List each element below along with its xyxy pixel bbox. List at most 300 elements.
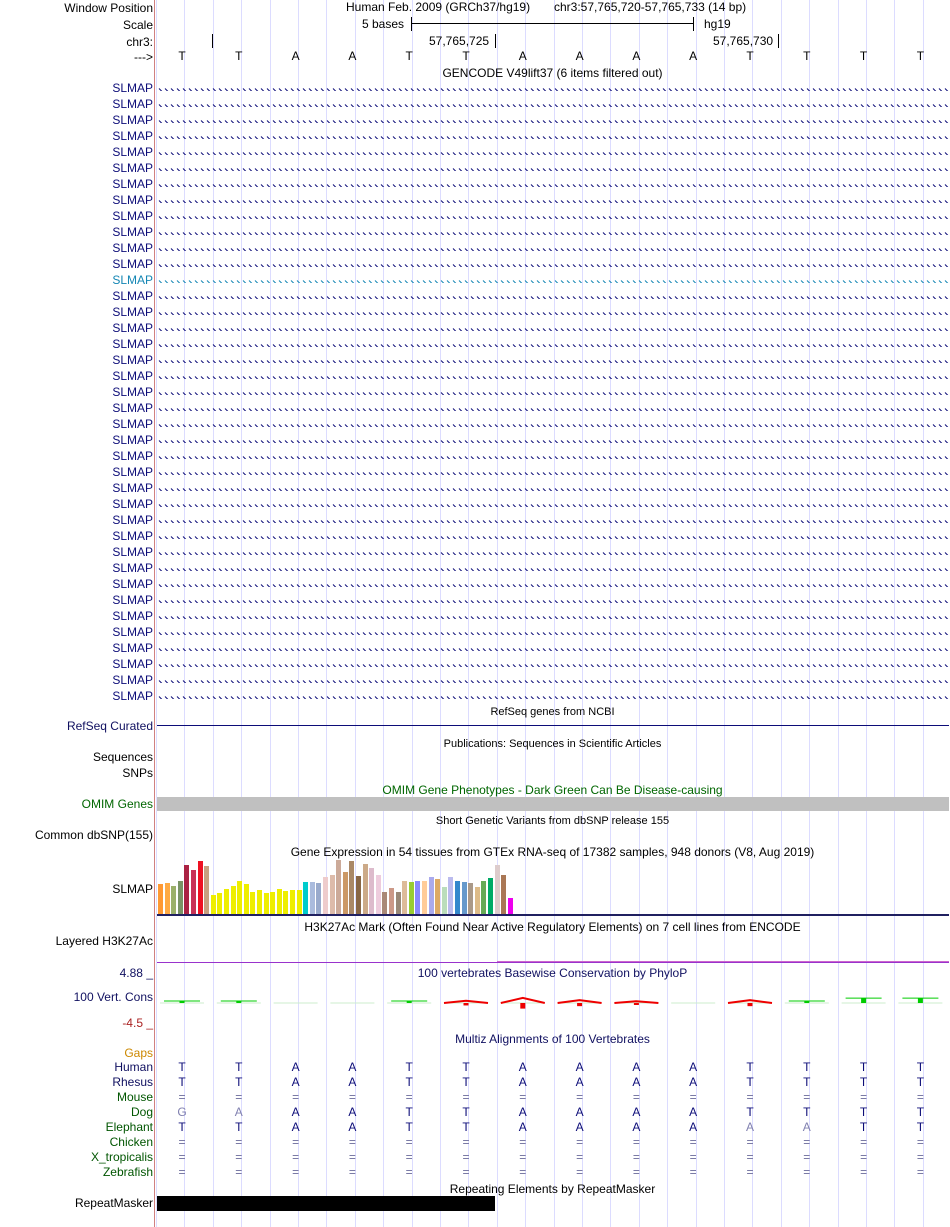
base-cell: = (803, 1135, 811, 1149)
gencode-row-label[interactable]: SLMAP (112, 241, 153, 255)
gencode-row-label[interactable]: SLMAP (112, 305, 153, 319)
gencode-row-label[interactable]: SLMAP (112, 401, 153, 415)
base-cell: = (348, 1165, 356, 1179)
base-cell: A (632, 1120, 641, 1134)
repeatmasker-element[interactable] (157, 1196, 495, 1211)
base-cell: = (405, 1150, 413, 1164)
gencode-transcript[interactable] (157, 388, 949, 395)
gencode-row-label[interactable]: SLMAP (112, 561, 153, 575)
gtex-tissue-bar[interactable] (369, 868, 374, 914)
base-cell: = (292, 1135, 300, 1149)
gtex-tissue-bar[interactable] (435, 879, 440, 914)
multiz-species-label[interactable]: Rhesus (112, 1075, 153, 1089)
base-cell: T (462, 49, 470, 63)
base-cell: T (803, 1075, 811, 1089)
gencode-row-label[interactable]: SLMAP (112, 113, 153, 127)
gencode-row-label[interactable]: SLMAP (112, 417, 153, 431)
base-cell: = (292, 1090, 300, 1104)
gtex-tissue-bar[interactable] (297, 890, 302, 914)
base-cell: A (689, 1120, 698, 1134)
gencode-transcript[interactable] (157, 356, 949, 363)
gtex-tissue-bar[interactable] (442, 887, 447, 914)
base-cell: = (576, 1135, 584, 1149)
gtex-tissue-bar[interactable] (495, 865, 500, 914)
base-cell: A (575, 1120, 584, 1134)
base-cell: = (235, 1090, 243, 1104)
gencode-row-label[interactable]: SLMAP (112, 193, 153, 207)
ruler-tick-1 (212, 34, 213, 48)
phylop-bar[interactable] (748, 1003, 753, 1006)
gtex-tissue-bar[interactable] (171, 886, 176, 914)
gtex-tissue-bar[interactable] (382, 892, 387, 914)
gtex-tissue-bar[interactable] (336, 860, 341, 914)
gtex-tissue-bar[interactable] (389, 888, 394, 914)
gtex-tissue-bar[interactable] (198, 861, 203, 914)
base-cell: = (235, 1135, 243, 1149)
base-cell: A (291, 1105, 300, 1119)
base-cell: T (746, 1060, 754, 1074)
gencode-transcript[interactable] (157, 148, 949, 155)
base-cell: = (860, 1090, 868, 1104)
base-cell: T (235, 49, 243, 63)
phylop-bar[interactable] (407, 1001, 412, 1003)
gencode-row-label[interactable]: SLMAP (112, 177, 153, 191)
base-cell: A (689, 49, 698, 63)
phylop-bar[interactable] (180, 1001, 185, 1003)
base-cell: = (746, 1150, 754, 1164)
base-cell: A (518, 49, 527, 63)
gtex-tissue-bar[interactable] (310, 882, 315, 914)
gencode-row-label[interactable]: SLMAP (112, 353, 153, 367)
ruler-tick-2 (495, 34, 496, 48)
multiz-species-label[interactable]: Human (114, 1060, 153, 1074)
gencode-row-label[interactable]: SLMAP (112, 337, 153, 351)
gencode-transcript[interactable] (157, 196, 949, 203)
h3k27ac-signal[interactable] (157, 962, 949, 963)
base-cell: A (291, 49, 300, 63)
base-cell: T (405, 49, 413, 63)
base-cell: A (518, 1120, 527, 1134)
base-cell: A (575, 1060, 584, 1074)
base-cell: = (632, 1090, 640, 1104)
gencode-transcript[interactable] (157, 404, 949, 411)
gencode-row-label[interactable]: SLMAP (112, 209, 153, 223)
base-cell: T (462, 1060, 470, 1074)
gencode-transcript[interactable] (157, 452, 949, 459)
base-cell: T (859, 1075, 868, 1089)
gencode-transcript[interactable] (157, 180, 949, 187)
base-cell: = (689, 1165, 697, 1179)
multiz-species-label[interactable]: Dog (130, 1105, 153, 1119)
gtex-tissue-bar[interactable] (356, 876, 361, 914)
scale-db: hg19 (704, 17, 731, 31)
gtex-tissue-bar[interactable] (429, 877, 434, 914)
gencode-row-label[interactable]: SLMAP (112, 593, 153, 607)
dbsnp-title: Short Genetic Variants from dbSNP release 155 (435, 815, 670, 827)
gencode-row-label[interactable]: SLMAP (112, 673, 153, 687)
base-cell: T (746, 49, 754, 63)
base-cell: = (235, 1150, 243, 1164)
base-cell: A (348, 1075, 357, 1089)
h3k27ac-label[interactable]: Layered H3K27Ac (55, 934, 153, 948)
base-cell: A (291, 1060, 300, 1074)
gtex-bar-chart[interactable] (157, 860, 949, 914)
phylop-dip (501, 998, 545, 1003)
gencode-row-label[interactable]: SLMAP (112, 161, 153, 175)
base-cell: = (235, 1165, 243, 1179)
gencode-row-label[interactable]: SLMAP (112, 81, 153, 95)
base-cell: T (235, 1120, 243, 1134)
base-cell: = (519, 1135, 527, 1149)
gtex-tissue-bar[interactable] (158, 884, 163, 914)
base-cell: A (632, 1105, 641, 1119)
base-cell: T (405, 1060, 413, 1074)
base-cell: T (803, 49, 811, 63)
multiz-title: Multiz Alignments of 100 Vertebrates (455, 1032, 650, 1046)
gencode-row-label[interactable]: SLMAP (112, 625, 153, 639)
base-cell: = (916, 1165, 924, 1179)
gtex-tissue-bar[interactable] (204, 866, 209, 914)
base-cell: T (178, 1075, 186, 1089)
gencode-row-label[interactable]: SLMAP (112, 513, 153, 527)
base-cell: T (235, 1075, 243, 1089)
gtex-tissue-bar[interactable] (217, 893, 222, 914)
gtex-tissue-bar[interactable] (165, 883, 170, 914)
gencode-row-label[interactable]: SLMAP (112, 385, 153, 399)
refseq-title: RefSeq genes from NCBI (490, 706, 615, 718)
base-cell: T (462, 1105, 470, 1119)
base-cell: = (860, 1150, 868, 1164)
scale-label: Scale (122, 18, 153, 32)
gencode-transcript[interactable] (157, 516, 949, 523)
base-cell: = (803, 1090, 811, 1104)
base-cell: T (859, 49, 868, 63)
refseq-gene-line[interactable] (157, 725, 949, 726)
base-cell: = (178, 1150, 186, 1164)
gtex-tissue-bar[interactable] (343, 872, 348, 914)
phylop-label[interactable]: 100 Vert. Cons (73, 990, 153, 1004)
phylop-bar[interactable] (464, 1003, 469, 1005)
gencode-transcript[interactable] (157, 212, 949, 219)
gencode-row-label[interactable]: SLMAP (112, 689, 153, 703)
gtex-tissue-bar[interactable] (462, 882, 467, 914)
scale-bases: 5 bases (362, 17, 405, 31)
gencode-transcript[interactable] (157, 500, 949, 507)
base-cell: T (916, 1060, 925, 1074)
gtex-tissue-bar[interactable] (264, 893, 269, 914)
gencode-row-label[interactable]: SLMAP (112, 257, 153, 271)
base-cell: = (405, 1090, 413, 1104)
gtex-baseline (157, 914, 949, 916)
gencode-row-label[interactable]: SLMAP (112, 657, 153, 671)
base-cell: T (235, 1060, 243, 1074)
base-cell: = (462, 1090, 470, 1104)
gencode-row-label[interactable]: SLMAP (112, 129, 153, 143)
gtex-tissue-bar[interactable] (488, 878, 493, 914)
base-cell: A (518, 1060, 527, 1074)
base-cell: A (348, 1105, 357, 1119)
gtex-tissue-bar[interactable] (455, 881, 460, 914)
base-cell: = (803, 1165, 811, 1179)
gtex-tissue-bar[interactable] (508, 898, 513, 914)
base-cell: = (462, 1165, 470, 1179)
gtex-label[interactable]: SLMAP (112, 882, 153, 896)
gtex-tissue-bar[interactable] (316, 883, 321, 914)
base-cell: = (178, 1090, 186, 1104)
base-cell: T (859, 1105, 868, 1119)
gtex-tissue-bar[interactable] (283, 891, 288, 914)
base-cell: = (860, 1165, 868, 1179)
omim-title: OMIM Gene Phenotypes - Dark Green Can Be Disease-causing (382, 783, 723, 797)
gencode-transcript[interactable] (157, 564, 949, 571)
gencode-title: GENCODE V49lift37 (6 items filtered out) (442, 66, 663, 80)
gencode-transcript[interactable] (157, 676, 949, 683)
base-cell: A (745, 1120, 754, 1134)
gencode-transcript[interactable] (157, 692, 949, 699)
gencode-row-label[interactable]: SLMAP (112, 145, 153, 159)
gtex-tissue-bar[interactable] (448, 877, 453, 914)
phylop-bar[interactable] (520, 1003, 525, 1009)
base-cell: T (916, 1120, 925, 1134)
base-cell: = (576, 1165, 584, 1179)
base-cell: T (462, 1075, 470, 1089)
base-cell: = (632, 1150, 640, 1164)
phylop-bar[interactable] (918, 998, 923, 1003)
gencode-transcript[interactable] (157, 484, 949, 491)
multiz-species-label[interactable]: Mouse (116, 1090, 153, 1104)
gencode-transcript[interactable] (157, 372, 949, 379)
gtex-tissue-bar[interactable] (330, 875, 335, 914)
base-cell: T (178, 1120, 186, 1134)
base-cell: T (178, 1060, 186, 1074)
gencode-row-label[interactable]: SLMAP (112, 97, 153, 111)
gencode-row-label[interactable]: SLMAP (112, 545, 153, 559)
base-cell: = (519, 1165, 527, 1179)
dbsnp-label[interactable]: Common dbSNP(155) (34, 828, 153, 842)
base-cell: A (632, 49, 641, 63)
gencode-transcript[interactable] (157, 244, 949, 251)
gtex-tissue-bar[interactable] (303, 882, 308, 914)
base-cell: T (859, 1060, 868, 1074)
multiz-species-label[interactable]: Elephant (105, 1120, 153, 1134)
gtex-tissue-bar[interactable] (250, 892, 255, 914)
gencode-transcript[interactable] (157, 532, 949, 539)
gtex-tissue-bar[interactable] (270, 892, 275, 914)
base-cell: = (916, 1150, 924, 1164)
gtex-tissue-bar[interactable] (415, 881, 420, 914)
gencode-transcript[interactable] (157, 596, 949, 603)
h3k27ac-title: H3K27Ac Mark (Often Found Near Active Regulatory Elements) on 7 cell lines from ENCODE (304, 920, 801, 934)
base-cell: = (519, 1150, 527, 1164)
gtex-tissue-bar[interactable] (501, 875, 506, 914)
omim-feature[interactable] (157, 797, 949, 811)
base-cell: = (916, 1135, 924, 1149)
gtex-tissue-bar[interactable] (475, 887, 480, 914)
base-cell: = (292, 1150, 300, 1164)
gtex-tissue-bar[interactable] (481, 881, 486, 914)
gtex-tissue-bar[interactable] (237, 881, 242, 914)
base-cell: A (575, 1105, 584, 1119)
gencode-transcript[interactable] (157, 580, 949, 587)
gtex-tissue-bar[interactable] (244, 884, 249, 914)
phylop-bar[interactable] (634, 1003, 639, 1005)
window-position-label: Window Position (64, 1, 153, 15)
base-cell: = (632, 1165, 640, 1179)
gencode-transcript[interactable] (157, 468, 949, 475)
gencode-transcript[interactable] (157, 276, 949, 283)
base-cell: = (348, 1090, 356, 1104)
base-cell: A (518, 1075, 527, 1089)
base-cell: A (575, 49, 584, 63)
base-cell: = (746, 1090, 754, 1104)
base-cell: T (803, 1105, 811, 1119)
gtex-tissue-bar[interactable] (224, 889, 229, 914)
multiz-species-label[interactable]: X_tropicalis (90, 1150, 153, 1164)
gencode-row-label[interactable]: SLMAP (112, 369, 153, 383)
base-cell: T (405, 1075, 413, 1089)
gtex-tissue-bar[interactable] (231, 886, 236, 914)
gencode-transcript[interactable] (157, 308, 949, 315)
gtex-tissue-bar[interactable] (409, 882, 414, 914)
gencode-transcript[interactable] (157, 628, 949, 635)
base-cell: A (802, 1120, 811, 1134)
gencode-row-label[interactable]: SLMAP (112, 273, 153, 287)
gencode-transcript[interactable] (157, 612, 949, 619)
gencode-transcript[interactable] (157, 132, 949, 139)
strand-label: ---> (134, 50, 153, 64)
base-cell: = (689, 1150, 697, 1164)
gencode-transcript[interactable] (157, 324, 949, 331)
gencode-row-label[interactable]: SLMAP (112, 321, 153, 335)
gtex-tissue-bar[interactable] (376, 875, 381, 914)
base-cell: A (348, 1120, 357, 1134)
gtex-tissue-bar[interactable] (396, 892, 401, 914)
gencode-row-label[interactable]: SLMAP (112, 481, 153, 495)
base-cell: T (405, 1105, 413, 1119)
pubs-label-line2[interactable]: SNPs (122, 766, 153, 780)
phylop-graph[interactable] (155, 990, 950, 1020)
scale-bar (411, 17, 694, 31)
base-cell: A (234, 1105, 243, 1119)
base-cell: = (462, 1150, 470, 1164)
repeatmasker-label[interactable]: RepeatMasker (74, 1196, 153, 1210)
gencode-transcript[interactable] (157, 436, 949, 443)
gtex-tissue-bar[interactable] (290, 890, 295, 914)
gencode-transcript[interactable] (157, 84, 949, 91)
gtex-tissue-bar[interactable] (349, 861, 354, 914)
base-cell: = (916, 1090, 924, 1104)
base-cell: T (859, 1120, 868, 1134)
gtex-tissue-bar[interactable] (211, 895, 216, 914)
gencode-transcript[interactable] (157, 100, 949, 107)
base-cell: A (632, 1075, 641, 1089)
gencode-row-label[interactable]: SLMAP (112, 449, 153, 463)
gencode-row-label[interactable]: SLMAP (112, 465, 153, 479)
gencode-transcript[interactable] (157, 660, 949, 667)
base-cell: = (348, 1135, 356, 1149)
repeatmasker-title: Repeating Elements by RepeatMasker (449, 1182, 656, 1196)
gencode-transcript[interactable] (157, 548, 949, 555)
base-cell: T (916, 49, 925, 63)
gtex-tissue-bar[interactable] (363, 864, 368, 914)
gencode-transcript[interactable] (157, 260, 949, 267)
refseq-label[interactable]: RefSeq Curated (66, 719, 153, 733)
gtex-tissue-bar[interactable] (468, 883, 473, 914)
base-cell: A (291, 1075, 300, 1089)
multiz-gaps-label: Gaps (124, 1046, 153, 1060)
gencode-row-label[interactable]: SLMAP (112, 225, 153, 239)
phylop-bar[interactable] (861, 998, 866, 1003)
pubs-label-line1[interactable]: Sequences (92, 750, 153, 764)
base-cell: A (518, 1105, 527, 1119)
gencode-row-label[interactable]: SLMAP (112, 497, 153, 511)
gtex-tissue-bar[interactable] (184, 865, 189, 914)
base-cell: T (178, 49, 186, 63)
omim-label[interactable]: OMIM Genes (81, 797, 153, 811)
gencode-transcript[interactable] (157, 164, 949, 171)
multiz-species-label[interactable]: Zebrafish (102, 1165, 153, 1179)
gencode-row-label[interactable]: SLMAP (112, 577, 153, 591)
gencode-transcript[interactable] (157, 420, 949, 427)
ruler-tick-3 (778, 34, 779, 48)
base-cell: A (575, 1075, 584, 1089)
base-cell: A (348, 1060, 357, 1074)
base-cell: = (576, 1150, 584, 1164)
multiz-species-label[interactable]: Chicken (109, 1135, 153, 1149)
gencode-transcript[interactable] (157, 340, 949, 347)
position-coords[interactable]: chr3:57,765,720-57,765,733 (14 bp) (554, 0, 747, 14)
base-cell: A (348, 49, 357, 63)
base-cell: A (632, 1060, 641, 1074)
gencode-row-label[interactable]: SLMAP (112, 433, 153, 447)
phylop-bar[interactable] (236, 1001, 241, 1003)
phylop-bar[interactable] (577, 1003, 582, 1006)
base-cell: = (860, 1135, 868, 1149)
gencode-row-label[interactable]: SLMAP (112, 529, 153, 543)
ruler-pos-2: 57,765,730 (713, 34, 774, 48)
base-cell: G (177, 1105, 187, 1119)
phylop-title: 100 vertebrates Basewise Conservation by PhyloP (417, 966, 688, 980)
gtex-tissue-bar[interactable] (257, 890, 262, 914)
gencode-row-label[interactable]: SLMAP (112, 609, 153, 623)
gtex-title: Gene Expression in 54 tissues from GTEx RNA-seq of 17382 samples, 948 donors (V8, Aug 2019) (290, 845, 815, 859)
base-cell: = (348, 1150, 356, 1164)
chrom-label: chr3: (126, 35, 153, 49)
base-cell: A (689, 1075, 698, 1089)
gtex-tissue-bar[interactable] (323, 877, 328, 914)
gencode-row-label[interactable]: SLMAP (112, 641, 153, 655)
h3k27ac-signal-2 (497, 961, 949, 962)
gencode-row-label[interactable]: SLMAP (112, 289, 153, 303)
gtex-tissue-bar[interactable] (277, 889, 282, 914)
base-cell: T (916, 1075, 925, 1089)
gtex-tissue-bar[interactable] (402, 881, 407, 914)
phylop-bar[interactable] (804, 1001, 809, 1003)
base-cell: = (519, 1090, 527, 1104)
base-cell: = (178, 1135, 186, 1149)
gencode-transcript[interactable] (157, 116, 949, 123)
gencode-transcript[interactable] (157, 644, 949, 651)
phylop-max-label: 4.88 _ (119, 966, 153, 980)
gtex-tissue-bar[interactable] (191, 870, 196, 914)
base-cell: A (689, 1105, 698, 1119)
gtex-tissue-bar[interactable] (178, 881, 183, 914)
gtex-tissue-bar[interactable] (422, 881, 427, 914)
gencode-transcript[interactable] (157, 292, 949, 299)
base-cell: = (405, 1165, 413, 1179)
gencode-transcript[interactable] (157, 228, 949, 235)
base-cell: = (178, 1165, 186, 1179)
